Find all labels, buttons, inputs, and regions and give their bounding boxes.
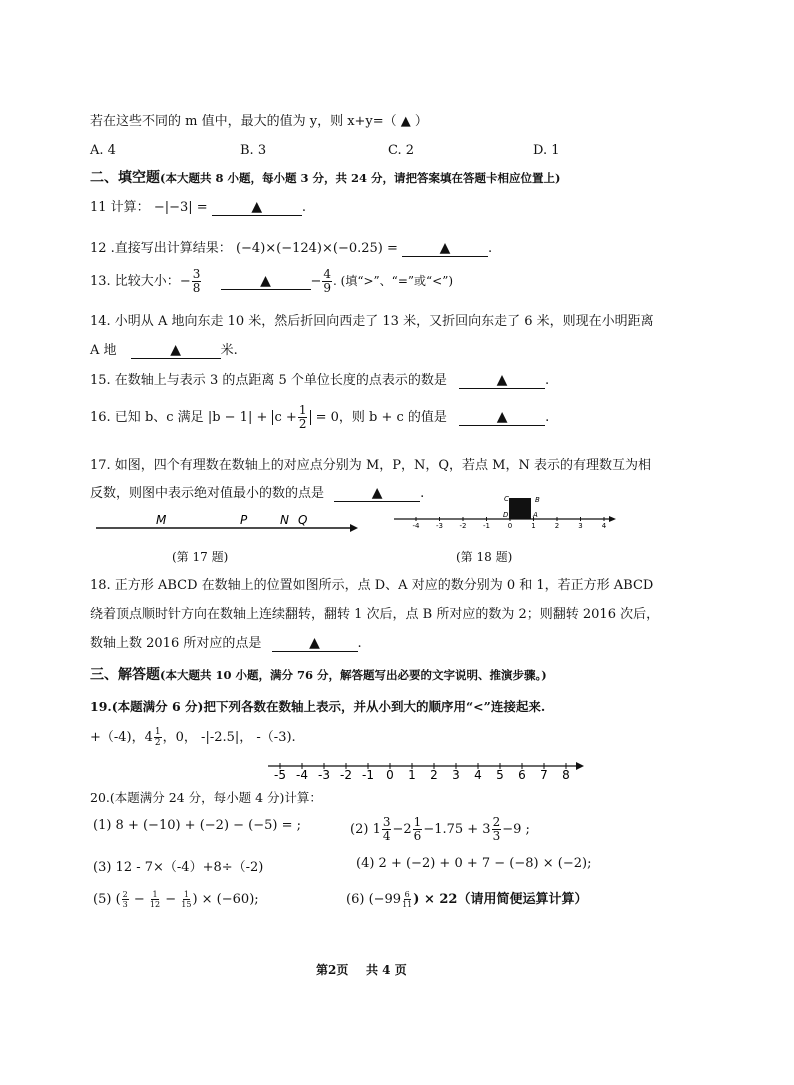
q20-p2-b-frac <box>413 816 423 843</box>
q20-p2-c-den: 3 <box>492 829 501 843</box>
q20-p6-end: ) × 22（请用简便运算计算） <box>413 892 588 907</box>
fig17-point-p: P <box>240 513 248 527</box>
fig18-tick-label: -3 <box>436 522 443 530</box>
q20-p6-frac <box>402 890 412 909</box>
q13-f1-num: 3 <box>192 267 201 281</box>
q20-p5-d3: 15 <box>181 900 192 909</box>
fig18-tick-label: -1 <box>483 522 490 530</box>
answer-blank-13[interactable] <box>221 274 311 290</box>
triangle-icon: ▲ <box>496 409 508 425</box>
q12-expr: (−4)×(−124)×(−0.25) = <box>235 241 398 256</box>
q20-p2-c-num: 2 <box>492 815 501 829</box>
q13 <box>90 268 453 295</box>
fig17-caption: (第 17 题) <box>172 550 229 564</box>
q20-p5-frac2 <box>150 890 160 909</box>
q10-stem: 若在这些不同的 m 值中，最大的值为 y，则 x+y=（ ▲ ） <box>90 114 428 129</box>
triangle-icon: ▲ <box>170 342 182 358</box>
q20-p5-frac3 <box>181 890 191 909</box>
q20-p5-label: (5) <box>93 892 112 907</box>
q19-tick-label: -5 <box>274 768 286 782</box>
answer-blank-12[interactable] <box>402 241 488 257</box>
q20-part1: (1) 8 + (−10) + (−2) − (−5) = ; <box>93 818 302 833</box>
q19-mixed-whole: 4 <box>144 730 153 745</box>
fig18-tick-label: 2 <box>554 522 560 530</box>
q19-rest: ，0， -|-2.5|， -（-3). <box>162 730 296 745</box>
q13-mid: − <box>310 274 322 289</box>
q14-prefix: A 地 <box>90 343 117 358</box>
q18-line2: 绕着顶点顺时针方向在数轴上连续翻转，翻转 1 次后，点 B 所对应的数为 2；则翻转 2016 次后， <box>90 607 660 622</box>
q19-f-den: 2 <box>154 738 161 748</box>
figure-17-number-line <box>92 508 364 536</box>
triangle-icon: ▲ <box>260 273 271 289</box>
q20-p5-open: ( <box>115 892 121 907</box>
q20-part4: (4) 2 + (−2) + 0 + 7 − (−8) × (−2); <box>356 856 592 871</box>
q20-p2-b-whole: 2 <box>403 822 412 837</box>
q15-end: . <box>545 373 550 388</box>
fig18-label-c: C <box>504 495 509 503</box>
section2-title: 二、填空题 <box>90 170 160 186</box>
q13-prefix: 13. 比较大小： <box>90 274 180 289</box>
q20-p2-b-den: 6 <box>413 829 422 843</box>
q20-p2-c-frac <box>492 816 502 843</box>
fig17-arrow <box>350 524 358 532</box>
q12 <box>90 237 492 257</box>
q19-fraction <box>154 727 162 748</box>
q20-p6-open: (−99 <box>368 892 402 907</box>
q15 <box>90 369 549 389</box>
section3-note: (本大题共 10 小题，满分 76 分，解答题写出必要的文字说明、推演步骤。) <box>160 668 547 682</box>
q20-part6 <box>346 888 587 909</box>
q19-tick-label: 8 <box>562 768 570 782</box>
q16-prefix: 16. 已知 b、c 满足 <box>90 410 204 425</box>
q20-p5-end: ) × (−60); <box>192 892 259 907</box>
q19-arrow <box>576 762 584 770</box>
q14-line1: 14. 小明从 A 地向东走 10 米，然后折回向西走了 13 米，又折回向东走了 6 米，则现在小明距离 <box>90 314 654 329</box>
q10-option-a: A. 4 <box>90 143 116 158</box>
q16-abs2-pre: c + <box>274 410 297 425</box>
fig18-tick-label: -2 <box>459 522 467 530</box>
q16-end: . <box>545 410 550 425</box>
q14-line2 <box>90 339 238 359</box>
q17-line2 <box>90 482 424 502</box>
q20-p6-label: (6) <box>346 892 365 907</box>
q20-part3: (3) 12 - 7×（-4）+8÷（-2) <box>93 860 264 875</box>
fig18-tick-label: 3 <box>578 522 583 530</box>
q20-p2-mid: −1.75 + 3 <box>423 822 491 837</box>
q19-tick-label: -3 <box>318 768 330 782</box>
q19-tick-label: 2 <box>430 768 438 782</box>
answer-blank-15[interactable] <box>459 373 545 389</box>
fig18-tick-label: -4 <box>412 522 420 530</box>
q19-tick-label: 4 <box>474 768 482 782</box>
q11-expr: −|−3| = <box>153 200 208 215</box>
section3-heading <box>90 664 547 684</box>
q20-p6-num: 6 <box>404 890 410 899</box>
q20-p2-b-num: 1 <box>413 815 422 829</box>
q20-title: 20.(本题满分 24 分，每小题 4 分)计算： <box>90 790 322 805</box>
q19-number-line <box>266 758 588 784</box>
q20-part2: (2) 1 $\frac{3}{4}$ −2 $\frac{1}{6}$ −1.75 + 3 $\frac{2}{3}$ −9 ; <box>350 815 530 843</box>
q19-tick-label: -2 <box>340 768 352 782</box>
q16-fraction <box>298 404 308 431</box>
footer-page: 第2页 <box>316 963 349 977</box>
section2-note: (本大题共 8 小题，每小题 3 分，共 24 分，请把答案填在答题卡相应位置上) <box>160 171 561 185</box>
q20-p2-a-den: 4 <box>382 829 391 843</box>
q13-f2-den: 9 <box>323 281 332 295</box>
answer-blank-18[interactable] <box>272 636 358 652</box>
q12-prefix: 12 .直接写出计算结果： <box>90 241 232 256</box>
q12-end: . <box>488 241 493 256</box>
q11 <box>90 196 306 216</box>
q13-note: . (填“>”、“=”或“<”) <box>333 274 454 288</box>
q20-p5-frac1 <box>122 890 129 909</box>
q13-neg: − <box>179 274 191 289</box>
q11-end: . <box>301 200 306 215</box>
fig18-label-a: A <box>533 511 538 519</box>
fig18-caption: (第 18 题) <box>456 550 513 564</box>
triangle-icon: ▲ <box>371 485 383 501</box>
q16 <box>90 404 549 431</box>
fig17-point-n: N <box>280 513 289 527</box>
fig18-label-b: B <box>535 496 540 504</box>
answer-blank-16[interactable] <box>459 410 545 426</box>
q19-tick-label: 3 <box>452 768 460 782</box>
q13-f2-num: 4 <box>323 267 332 281</box>
q20-part5: (5) ( $\frac{2}{3}$ − $\frac{1}{12}$ − $\frac{1}{15}$ ) × (−60); <box>93 890 259 909</box>
fig18-tick-label: 4 <box>601 522 607 530</box>
q19-tick-label: 5 <box>496 768 504 782</box>
q18-end: . <box>357 636 362 651</box>
q18-line3 <box>90 632 362 652</box>
q20-p2-end: −9 ; <box>502 822 530 837</box>
figure-18-number-line <box>392 490 618 532</box>
section2-heading <box>90 167 560 187</box>
q20-p5-n3: 1 <box>183 890 189 899</box>
q19-tick-label: -4 <box>296 768 308 782</box>
fig17-point-m: M <box>156 513 167 527</box>
q18-line1: 18. 正方形 ABCD 在数轴上的位置如图所示，点 D、A 对应的数分别为 0 和 1，若正方形 ABCD <box>90 578 654 593</box>
fig18-label-d: D <box>503 511 509 519</box>
q19-numbers <box>90 726 296 748</box>
q20-p5-n1: 2 <box>122 890 128 899</box>
q19-n1: +（-4)， <box>90 730 145 745</box>
triangle-icon: ▲ <box>496 372 508 388</box>
q11-prefix: 11 计算： <box>90 200 150 215</box>
footer-total: 共 4 页 <box>366 963 407 977</box>
q19-line1: 19.(本题满分 6 分)把下列各数在数轴上表示，并从小到大的顺序用“<”连接起来. <box>90 699 546 714</box>
fig18-tick-label: 1 <box>531 522 536 530</box>
fig18-tick-label: 0 <box>507 522 513 530</box>
section3-title: 三、解答题 <box>90 667 160 683</box>
q18-text: 数轴上数 2016 所对应的点是 <box>90 636 262 651</box>
q19-tick-label: 1 <box>408 768 416 782</box>
q19-f-num: 1 <box>154 727 161 737</box>
q20-p2-a-whole: 1 <box>372 822 381 837</box>
q20-p5-n2: 1 <box>152 890 158 899</box>
q19-tick-label: -1 <box>362 768 374 782</box>
q10-option-d: D. 1 <box>533 143 560 158</box>
triangle-icon: ▲ <box>309 635 320 651</box>
q20-p5-d2: 12 <box>149 900 161 909</box>
q16-f-num: 1 <box>298 403 307 417</box>
q14-unit: 米. <box>220 343 238 358</box>
q15-text: 15. 在数轴上与表示 3 的点距离 5 个单位长度的点表示的数是 <box>90 373 447 388</box>
q20-p6-den: 11 <box>402 900 413 909</box>
q20-p2-a-num: 3 <box>382 815 391 829</box>
q19-tick-label: 0 <box>386 768 394 782</box>
q17-text: 反数，则图中表示绝对值最小的数的点是 <box>90 486 325 501</box>
answer-blank-14[interactable] <box>131 343 221 359</box>
q19-tick-label: 6 <box>518 768 526 782</box>
q16-abs2 <box>272 403 312 431</box>
q13-f1-den: 8 <box>192 281 201 295</box>
q20-p2-label: (2) <box>350 822 369 837</box>
q13-fraction-2 <box>322 268 332 295</box>
triangle-icon: ▲ <box>251 199 263 215</box>
q16-eq: = 0，则 b + c 的值是 <box>315 410 447 425</box>
q10-option-c: C. 2 <box>388 143 415 158</box>
q17-end: . <box>420 486 425 501</box>
q10-option-b: B. 3 <box>240 143 267 158</box>
q16-f-den: 2 <box>298 417 307 431</box>
q17-line1: 17. 如图，四个有理数在数轴上的对应点分别为 M，P，N，Q，若点 M，N 表示的有理数互为相 <box>90 458 651 473</box>
q20-p2-a-frac <box>382 816 392 843</box>
q16-abs1: |b − 1| + <box>207 410 268 425</box>
q19-tick-label: 7 <box>540 768 548 782</box>
fig18-square-abcd <box>509 498 531 519</box>
answer-blank-11[interactable] <box>212 200 302 216</box>
q13-fraction-1 <box>192 268 202 295</box>
q20-p5-d1: 3 <box>122 900 128 909</box>
triangle-icon: ▲ <box>439 240 451 256</box>
fig18-arrow <box>609 516 616 522</box>
fig17-point-q: Q <box>298 513 308 527</box>
